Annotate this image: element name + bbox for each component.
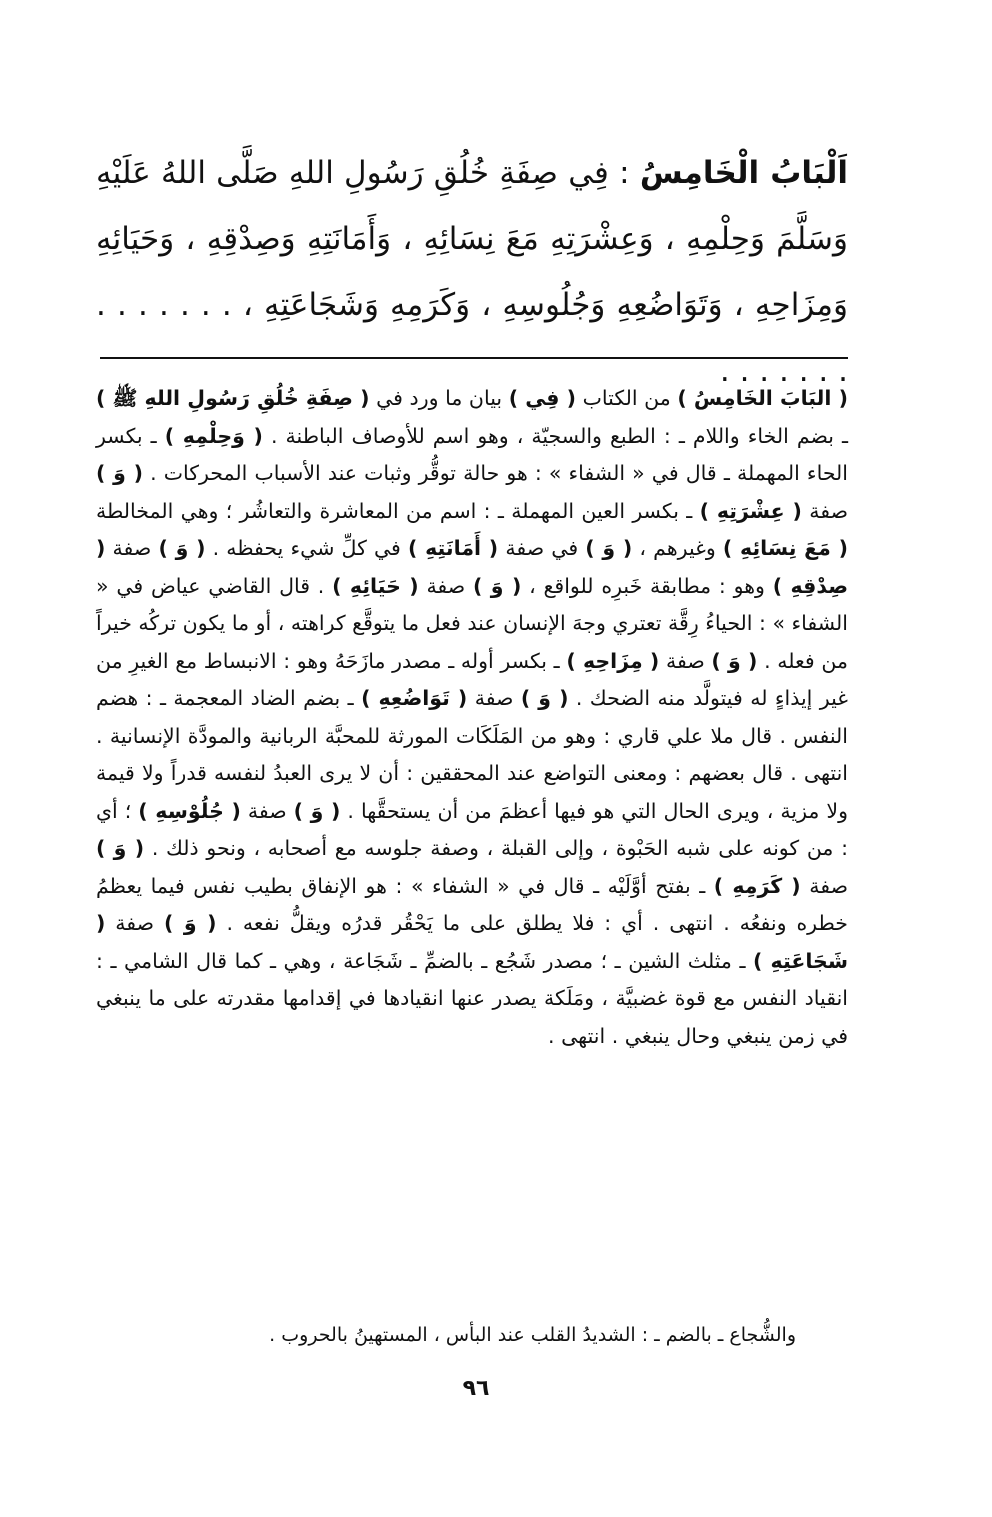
commentary-text: بيان ما ورد في	[369, 386, 509, 410]
commentary-text: صفة	[418, 573, 474, 598]
commentary-text: صفة	[467, 686, 521, 710]
commentary-text: ـ مثلث الشين ـ ؛ مصدر شَجُع ـ بالضمِّ ـ شَجَاعة ، وهي ـ كما قال الشامي ـ : انقياد النفس مع قوة غضبيَّة ، ومَلَكة يصدر عنها انقيادها في إقدامها مقدرته على ما ينبغي في زمن ينبغي وحال ينبغي . انتهى .	[96, 948, 848, 1048]
commentary-text: صفة	[659, 648, 712, 673]
commentary-text: ـ بفتح أوَّلَيْه ـ قال في « الشفاء » : هو الإنفاق بطيب نفس فيما يعظمُ خطره ونفعُه . انتهى . أي : فلا يطلق على ما يَحْقُر قدرُه ويقلُّ نفعه .	[96, 873, 848, 935]
commentary-keyword: ( وَ )	[158, 536, 206, 560]
commentary-text: ـ بكسر أوله ـ مصدر مازَحَهُ وهو : الانبساط مع الغيرِ من غير إيذاءٍ له فيتولَّد منه الضحك .	[96, 648, 848, 710]
chapter-title-text: : فِي صِفَةِ خُلُقِ رَسُولِ اللهِ صَلَّى اللهُ عَلَيْهِ وَسَلَّمَ وَحِلْمِهِ ، وَعِشْرَتِهِ مَعَ نِسَائِهِ ، وَأَمَانَتِهِ وَصِدْقِهِ ، وَحَيَائِهِ وَمِزَاحِهِ ، وَتَوَاضُعِهِ وَجُلُوسِهِ ، وَكَرَمِهِ وَشَجَاعَتِهِ ، . . . . . . . . . . . . . .	[96, 155, 848, 389]
commentary-keyword: ( وَ )	[293, 798, 341, 823]
separator-rule	[100, 357, 848, 359]
commentary-keyword: ( وَ )	[163, 911, 217, 935]
commentary-text: صفة	[800, 873, 848, 898]
commentary-keyword: ( وَ )	[520, 686, 569, 710]
commentary-text: صفة	[240, 798, 294, 823]
commentary-text: في كلِّ شيء يحفظه .	[205, 536, 408, 560]
commentary-text: وغيرهم ،	[632, 536, 723, 560]
commentary-keyword: ( حَيَائِهِ )	[332, 573, 419, 598]
commentary-keyword: ( صِدْقِهِ )	[96, 536, 849, 598]
commentary-keyword: ( مَعَ نِسَائِهِ )	[722, 536, 848, 560]
commentary-paragraph	[96, 380, 848, 1055]
commentary-keyword: ( تَوَاضُعِهِ )	[361, 686, 468, 710]
commentary-text: في صفة	[498, 536, 586, 560]
commentary-text: ـ بكسر الحاء المهملة ـ قال في « الشفاء » : هو حالة توقُّر وثبات عند الأسباب المحركات .	[96, 423, 848, 485]
commentary-text: . قال القاضي عياض في « الشفاء » : الحياءُ رِقَّة تعتري وجهَ الإنسان عند فعل ما يتوقَّع كراهته ، أو ما يكون تركُه خيراً من فعله .	[96, 573, 848, 673]
commentary-keyword: ( فِي )	[508, 386, 577, 410]
commentary-keyword: ( شَجَاعَتِهِ )	[96, 911, 848, 973]
commentary-keyword: ( وَ )	[473, 573, 522, 598]
commentary-text: من الكتاب	[576, 386, 678, 410]
commentary-text: صفة	[105, 911, 164, 935]
commentary-text: صفة	[801, 498, 848, 523]
commentary-keyword: ( البَابَ الخَامِسُ )	[677, 386, 848, 410]
commentary	[96, 380, 848, 1055]
commentary-keyword: ( صِفَةِ خُلُقِ رَسُولِ اللهِ ﷺ )	[96, 386, 370, 410]
commentary-keyword: ( وَحِلْمِهِ )	[164, 423, 263, 448]
main-text	[96, 140, 848, 404]
commentary-text: صفة	[105, 536, 159, 560]
commentary-keyword: ( جُلُوْسِهِ )	[138, 798, 241, 823]
chapter-heading: اَلْبَابُ الْخَامِسُ	[639, 155, 848, 191]
commentary-text: ـ بكسر العين المهملة ـ : اسم من المعاشرة والتعاشُر ؛ وهي المخالطة	[96, 498, 700, 523]
commentary-keyword: ( وَ )	[711, 648, 758, 673]
commentary-keyword: ( كَرَمِهِ )	[713, 873, 801, 898]
footnote: والشُّجاع ـ بالضم ـ : الشديدُ القلب عند البأس ، المستهينُ بالحروب .	[269, 1324, 796, 1346]
commentary-text: وهو : مطابقة خَبرِه للواقع ،	[521, 573, 773, 598]
commentary-text: ؛ أي : من كونه على شبه الحَبْوة ، وإلى القبلة ، وصفة جلوسه مع أصحابه ، ونحو ذلك .	[96, 798, 849, 860]
commentary-keyword: ( وَ )	[96, 461, 143, 485]
commentary-text: ـ بضم الضاد المعجمة ـ : هضم النفس . قال ملا علي قاري : وهو من المَلَكَات المورثة للمحبَّة الربانية والمودَّة الإنسانية . انتهى . قال بعضهم : ومعنى التواضع عند المحققين : أن لا يرى العبدُ لنفسه قدراً ولا قيمة ولا مزية ، ويرى الحال التي هو فيها أعظمَ من أن يستحقَّها .	[96, 686, 849, 823]
commentary-keyword: ( وَ )	[96, 836, 145, 860]
commentary-text: ـ بضم الخاء واللام ـ : الطبع والسجيّة ، وهو اسم للأوصاف الباطنة .	[262, 423, 849, 448]
commentary-keyword: ( وَ )	[585, 536, 633, 560]
commentary-keyword: ( مِزَاحِهِ )	[566, 648, 660, 673]
commentary-keyword: ( عِشْرَتِهِ )	[699, 498, 802, 523]
page-number: ٩٦	[462, 1376, 490, 1401]
commentary-keyword: ( أَمَانَتِهِ )	[408, 536, 499, 560]
